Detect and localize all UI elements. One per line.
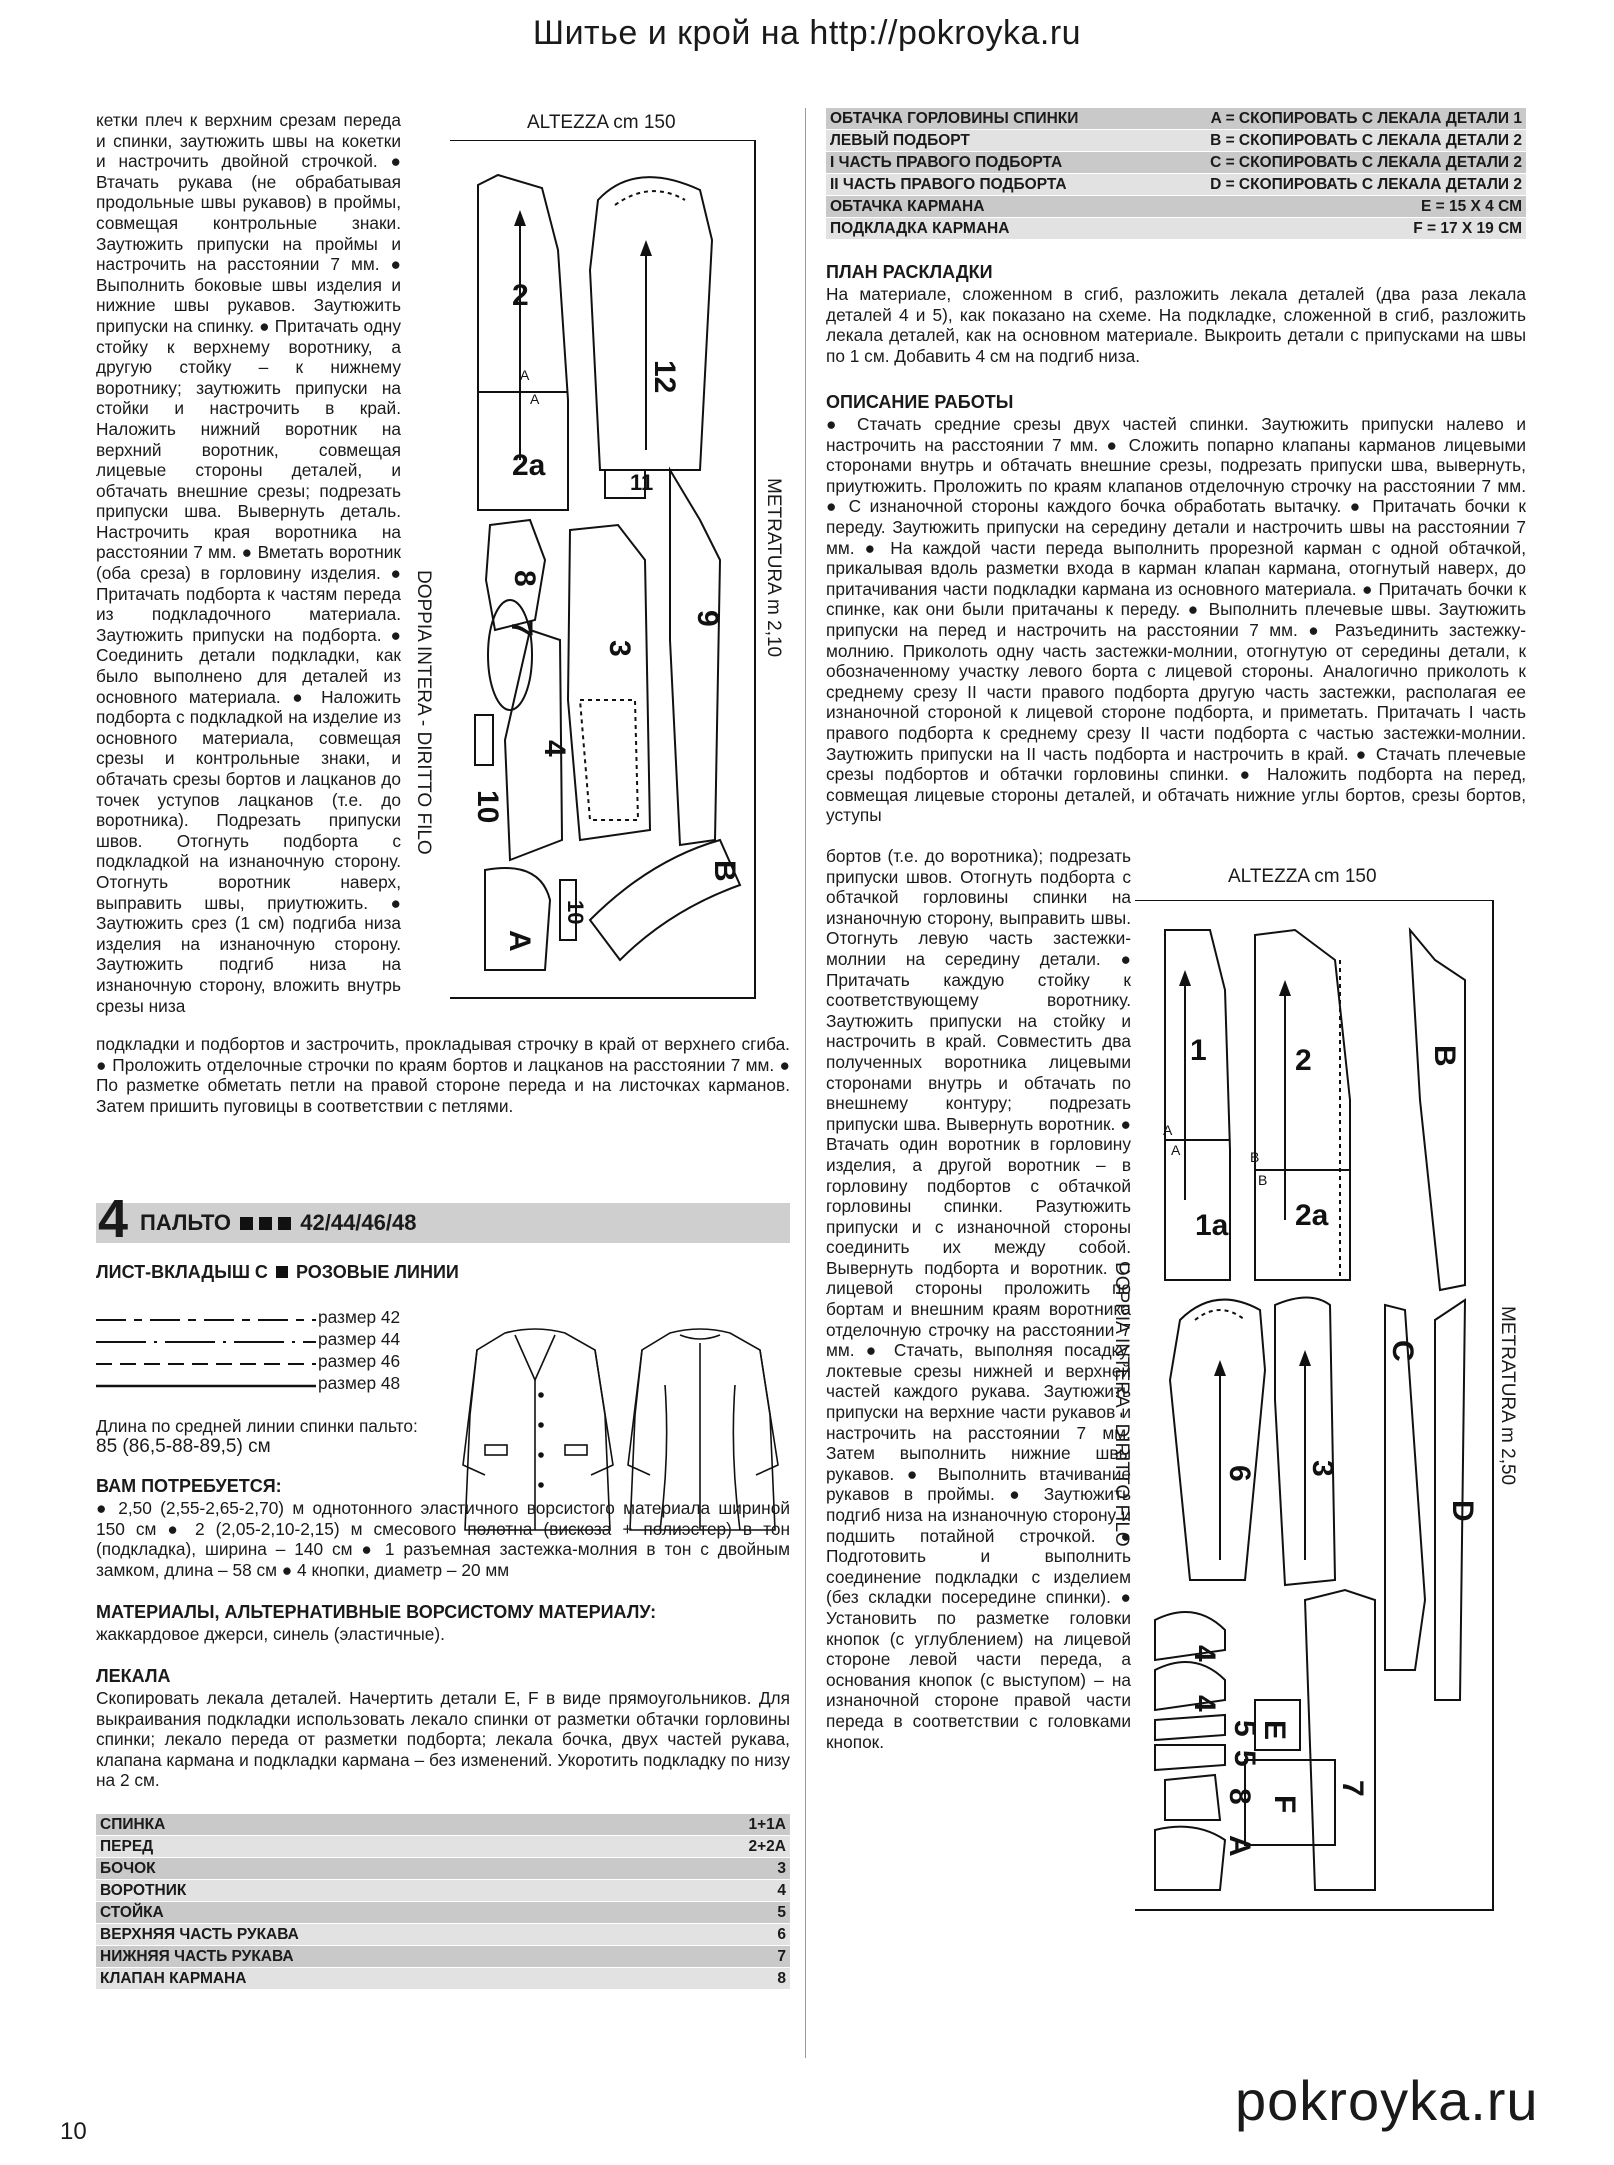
layout1-label-A: A <box>503 930 536 952</box>
layout2-label-1: 1 <box>1190 1034 1207 1067</box>
insert-lines-label: РОЗОВЫЕ ЛИНИИ <box>295 1262 459 1282</box>
layout2-label-7: 7 <box>1336 1780 1369 1797</box>
layout2-label-E: E <box>1258 1720 1291 1741</box>
layout2-label-B: B <box>1428 1045 1461 1067</box>
size-labels <box>318 1306 400 1394</box>
layout2-label-D: D <box>1446 1500 1479 1522</box>
layout2-label-3: 3 <box>1306 1460 1339 1477</box>
table-row: I ЧАСТЬ ПРАВОГО ПОДБОРТА C = СКОПИРОВАТЬ С ЛЕКАЛА ДЕТАЛИ 2 <box>826 152 1526 174</box>
layout2-label-1a: 1a <box>1195 1209 1229 1242</box>
layout1-doppia: DOPPIA INTERA - DIRITTO FILO <box>413 570 434 855</box>
section-title: ПАЛЬТО <box>140 1210 231 1235</box>
svg-text:B: B <box>1258 1172 1268 1188</box>
column-divider <box>805 108 806 2058</box>
size-42: размер 42 <box>318 1307 401 1327</box>
svg-text:B: B <box>1250 1149 1260 1165</box>
length-block <box>96 1416 436 1457</box>
layout1-metratura: METRATURA m 2,10 <box>763 478 784 658</box>
table-row: КЛАПАН КАРМАНА 8 <box>96 1968 790 1990</box>
layout1-label-3: 3 <box>603 640 636 657</box>
layout1-altezza: ALTEZZA cm 150 <box>527 112 676 133</box>
layout2-label-8: 8 <box>1223 1788 1256 1805</box>
svg-text:A: A <box>530 391 540 407</box>
table-row: НИЖНЯЯ ЧАСТЬ РУКАВА 7 <box>96 1946 790 1968</box>
plan-text: На материале, сложенном в сгиб, разложить лекала деталей (два раза лекала деталей 4 и 5), как показано на схеме. На подкладке, сложенной в сгиб, разложить лекала деталей, как на основном материале. Выкроить детали с припусками на швы по 1 см. Добавить 4 см на подгиб низа. <box>826 284 1526 366</box>
instructions-continued <box>96 110 401 1016</box>
layout1-label-2: 2 <box>512 279 529 312</box>
svg-text:A: A <box>1163 1122 1173 1138</box>
table-row: ПЕРЕД 2+2А <box>96 1836 790 1858</box>
table-row: ВЕРХНЯЯ ЧАСТЬ РУКАВА 6 <box>96 1924 790 1946</box>
instructions-continued-wide <box>96 1034 790 1116</box>
table-row: ОБТАЧКА ГОРЛОВИНЫ СПИНКИ A = СКОПИРОВАТЬ С ЛЕКАЛА ДЕТАЛИ 1 <box>826 108 1526 130</box>
section-title-line <box>140 1210 416 1236</box>
work-text: ● Стачать средние срезы двух частей спинки. Заутюжить припуски налево и настрочить на расстоянии 7 мм. ● Сложить попарно клапаны карманов лицевыми сторонами внутрь и обтачать внешние срезы, подрезать припуски шва, вывернуть, приутюжить. Проложить по краям клапанов отделочную строчку на расстоянии 7 мм. ● С изнаночной стороны каждого бочка обработать вытачку. ● Притачать бочки к переду. Заутюжить припуски на середину детали и настрочить швы на расстоянии 7 мм. ● На каждой части переда выполнить прорезной карман с одной обтачкой, прикалывая вдоль разметки входа в карман клапан кармана, отогнутый наверх, до притачивания части подкладки кармана из основного материала. ● Притачать бочки к спинке, как они были притачаны к переду. ● Выполнить плечевые швы. Заутюжить припуски на перед и настрочить на расстоянии 7 мм. ● Разъединить застежку-молнию. Приколоть одну часть застежки-молнии, отогнутую от середины детали, к обозначенному участку левого борта с лицевой стороны. Аналогично приколоть к среднему срезу II части правого подборта другую часть застежки, располагая ее изнаночной стороной к лицевой стороне подборта, и приметать. Притачать I часть правого подборта к среднему срезу II части подборта с частью застежки-молнии. Заутюжить припуски на II часть подборта и настрочить в край. ● Стачать плечевые срезы подбортов и обтачки горловины спинки. ● Наложить подборта на перед, совмещая лицевые стороны деталей, и обтачать нижние углы бортов, срезы бортов, уступы <box>826 414 1526 826</box>
difficulty-square-1 <box>240 1217 253 1230</box>
need-text: ● 2,50 (2,55-2,65-2,70) м однотонного эластичного ворсистого материала шириной 150 см ● 2 (2,05-2,10-2,15) м смесового полотна (вискоза + полиэстер) в тон (подкладка), ширина – 140 см ● 1 разъемная застежка-молния в тон с двойным замком, длина – 58 см ● 4 кнопки, диаметр – 20 мм <box>96 1498 790 1580</box>
layout2-label-6: 6 <box>1223 1465 1256 1482</box>
layout2-label-2a: 2a <box>1295 1199 1329 1232</box>
layout2-label-2: 2 <box>1295 1044 1312 1077</box>
layout2-doppia: DOPPIA INTERA - DIRITTO FILO <box>1111 1262 1132 1547</box>
work-title: ОПИСАНИЕ РАБОТЫ <box>826 392 1014 412</box>
layout2-label-5a: 5 <box>1228 1720 1261 1737</box>
layout2-label-4a: 4 <box>1188 1645 1221 1662</box>
footer-site: pokroyka.ru <box>1235 2069 1539 2132</box>
alt-materials-title: МАТЕРИАЛЫ, АЛЬТЕРНАТИВНЫЕ ВОРСИСТОМУ МАТЕРИАЛУ: <box>96 1602 657 1622</box>
alt-materials-text: жаккардовое джерси, синель (эластичные). <box>96 1624 445 1644</box>
patterns-text: Скопировать лекала деталей. Начертить детали Е, F в виде прямоугольников. Для выкраивания подкладки использовать лекало спинки от разметки обтачки горловины спинки; лекало переда от разметки подборта; лекала бочка, двух частей рукава, клапана кармана и подкладки кармана – без изменений. Укоротить подкладку по низу на 2 см. <box>96 1688 790 1791</box>
table-row: ОБТАЧКА КАРМАНА E = 15 X 4 СМ <box>826 196 1526 218</box>
section-number: 4 <box>98 1189 129 1249</box>
facing-parts-table <box>826 108 1526 240</box>
table-row: СТОЙКА 5 <box>96 1902 790 1924</box>
page-number: 10 <box>60 2118 87 2145</box>
layout2-label-A: A <box>1223 1835 1256 1857</box>
instructions-text-end: подкладки и подбортов и застрочить, прокладывая строчку в край от верхнего сгиба. ● Проложить отделочные строчки по краям бортов и лацканов на расстоянии 7 мм. ● По разметке обметать петли на правой стороне переда и на листочках карманов. Затем пришить пуговицы в соответствии с петлями. <box>96 1034 790 1116</box>
insert-sheet-square <box>276 1266 288 1278</box>
patterns-title: ЛЕКАЛА <box>96 1666 171 1686</box>
instructions-text: кетки плеч к верхним срезам переда и спинки, заутюжить швы на кокетки и настрочить двойной строчкой. ● Втачать рукава (не обрабатывая продольные швы рукавов) в проймы, совмещая контрольные знаки. Заутюжить припуски на проймы и настрочить на расстоянии 7 мм. ● Выполнить боковые швы изделия и нижние швы рукавов. Заутюжить припуски на спинку. ● Притачать одну стойку к верхнему воротнику, а другую стойку – к нижнему воротнику; заутюжить припуски на стойки и настрочить в край. Наложить нижний воротник на верхний воротник, совмещая лицевые стороны деталей, и обтачать внешние срезы; подрезать припуски шва. Вывернуть деталь. Настрочить края воротника на расстоянии 7 мм. ● Вметать воротник (оба среза) в горловину изделия. ● Притачать подборта к частям переда из подкладочного материала. Заутюжить припуски на подборта. ● Соединить детали подкладки, как было выполнено для деталей из основного материала. ● Наложить подборта с подкладкой на изделие из основного материала, совмещая срезы и контрольные знаки, и обтачать срезы бортов и лацканов до точек уступов лацканов (т.е. до воротника). Подрезать припуски швов. Отогнуть подборта с подкладкой на изнаночную сторону. Отогнуть воротник наверх, выправить швы, приутюжить. ● Заутюжить срез (1 см) подгиба низа изделия на изнаночную сторону. Заутюжить подгиб низа на изнаночную сторону, вложить внутрь срезы низа <box>96 110 401 1016</box>
size-44: размер 44 <box>318 1329 401 1349</box>
table-row: II ЧАСТЬ ПРАВОГО ПОДБОРТА D = СКОПИРОВАТЬ С ЛЕКАЛА ДЕТАЛИ 2 <box>826 174 1526 196</box>
layout1-label-4: 4 <box>538 740 571 757</box>
layout1-label-10a: 10 <box>471 790 504 824</box>
table-row: ВОРОТНИК 4 <box>96 1880 790 1902</box>
layout2-label-C: C <box>1386 1340 1419 1362</box>
layout2-label-F: F <box>1268 1795 1301 1814</box>
layout1-diagram <box>450 140 760 1000</box>
need-title: ВАМ ПОТРЕБУЕТСЯ: <box>96 1476 282 1496</box>
insert-sheet-label: ЛИСТ-ВКЛАДЫШ С <box>96 1262 268 1282</box>
layout1-label-7: 7 <box>505 620 538 637</box>
svg-text:A: A <box>520 367 530 383</box>
table-row: СПИНКА 1+1А <box>96 1814 790 1836</box>
section-sizes: 42/44/46/48 <box>300 1210 417 1235</box>
table-row: ЛЕВЫЙ ПОДБОРТ B = СКОПИРОВАТЬ С ЛЕКАЛА ДЕТАЛИ 2 <box>826 130 1526 152</box>
layout2-label-5b: 5 <box>1228 1750 1261 1767</box>
layout2-label-4b: 4 <box>1188 1695 1221 1712</box>
size-48: размер 48 <box>318 1373 401 1393</box>
table-row: ПОДКЛАДКА КАРМАНА F = 17 X 19 СМ <box>826 218 1526 240</box>
difficulty-square-2 <box>259 1217 272 1230</box>
layout1-label-2a: 2a <box>512 449 546 482</box>
parts-table <box>96 1814 790 1990</box>
plan-title: ПЛАН РАСКЛАДКИ <box>826 262 993 282</box>
site-title: Шитье и крой на http://pokroyka.ru <box>532 14 1082 52</box>
layout1-label-8: 8 <box>508 570 541 587</box>
length-label: Длина по средней линии спинки пальто: <box>96 1416 418 1436</box>
size-line-legend <box>96 1310 321 1400</box>
work-text-narrow: бортов (т.е. до воротника); подрезать припуски швов. Отогнуть подборта с обтачкой горловины спинки на изнаночную сторону, выправить швы. Отогнуть левую часть застежки-молнии на середину детали. ● Притачать каждую стойку к соответствующему воротнику. Заутюжить припуски на стойку и настрочить в край. Совместить два полученных воротника лицевыми сторонами внутрь и обтачать по внешнему контуру; подрезать припуски шва. Вывернуть воротник. ● Втачать один воротник в горловину изделия, а другой воротник – в горловину подбортов с обтачкой горловины спинки. Разутюжить припуски и с изнаночной стороны соединить их между собой. Вывернуть подборта и воротник. С лицевой стороны проложить по бортам и внешним краям воротника отделочную строчку на расстоянии 7 мм. ● Стачать, выполняя посадку, локтевые срезы нижней и верхней частей каждого рукава. Заутюжить припуски на верхние части рукавов и настрочить на расстоянии 7 мм. Затем выполнить нижние швы рукавов. ● Выполнить втачивание рукавов в проймы. ● Заутюжить подгиб низа на изнаночную сторону и подшить потайной строчкой. ● Подготовить и выполнить соединение подкладки с изделием (без складки посередине спинки). ● Установить по разметке головки кнопок (с углублением) на лицевой стороне левой части переда, а основания кнопок (с выступом) – на изнаночной стороне правой части переда в соответствии с головками кнопок. <box>826 846 1131 1752</box>
layout1-label-12: 12 <box>648 360 681 394</box>
table-row: БОЧОК 3 <box>96 1858 790 1880</box>
layout1-label-10b: 10 <box>563 900 588 925</box>
length-value: 85 (86,5-88-89,5) см <box>96 1435 271 1457</box>
layout2-altezza: ALTEZZA cm 150 <box>1228 866 1377 887</box>
size-46: размер 46 <box>318 1351 401 1371</box>
layout1-label-11: 11 <box>630 470 654 495</box>
layout2-diagram <box>1135 900 1497 1920</box>
layout2-metratura: METRATURA m 2,50 <box>1497 1306 1518 1486</box>
layout1-label-9: 9 <box>691 610 724 627</box>
svg-text:A: A <box>1171 1142 1181 1158</box>
insert-sheet-line <box>96 1262 459 1283</box>
layout1-label-B: B <box>708 860 741 882</box>
difficulty-square-3 <box>278 1217 291 1230</box>
